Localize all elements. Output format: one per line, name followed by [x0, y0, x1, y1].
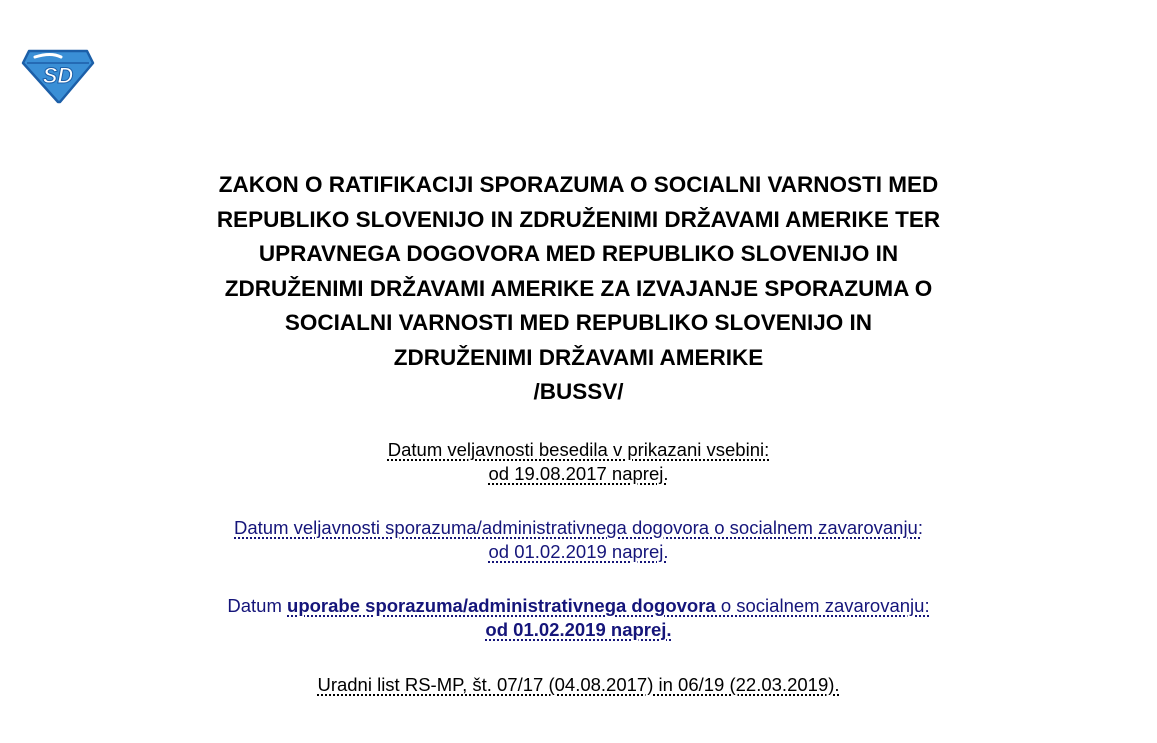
title-line: UPRAVNEGA DOGOVORA MED REPUBLIKO SLOVENIJO IN — [258, 241, 899, 266]
title-line: ZDRUŽENIMI DRŽAVAMI AMERIKE — [393, 344, 764, 370]
document-title — [0, 168, 1157, 410]
application-label-bold[interactable]: uporabe sporazuma/administrativnega dogovora — [287, 595, 716, 616]
agreement-validity-date[interactable]: od 01.02.2019 naprej. — [488, 541, 669, 562]
sd-shield-logo-icon — [21, 48, 95, 104]
title-line: REPUBLIKO SLOVENIJO IN ZDRUŽENIMI DRŽAVAMI AMERIKE TER — [216, 206, 941, 232]
text-validity-block — [0, 438, 1157, 486]
agreement-validity-block — [0, 516, 1157, 564]
official-gazette-reference[interactable]: Uradni list RS-MP, št. 07/17 (04.08.2017) in 06/19 (22.03.2019). — [317, 674, 840, 695]
title-line: SOCIALNI VARNOSTI MED REPUBLIKO SLOVENIJO IN — [284, 310, 873, 335]
title-abbreviation: /BUSSV/ — [533, 379, 624, 404]
title-line: ZDRUŽENIMI DRŽAVAMI AMERIKE ZA IZVAJANJE SPORAZUMA O — [224, 275, 933, 301]
application-date[interactable]: od 01.02.2019 naprej. — [485, 619, 672, 640]
application-label-suffix[interactable]: o socialnem zavarovanju: — [715, 595, 930, 616]
agreement-application-block — [0, 594, 1157, 642]
title-line: ZAKON O RATIFIKACIJI SPORAZUMA O SOCIALNI VARNOSTI MED — [218, 172, 939, 197]
official-gazette-block — [0, 673, 1157, 697]
agreement-validity-label[interactable]: Datum veljavnosti sporazuma/administrativnega dogovora o socialnem zavarovanju: — [234, 517, 923, 538]
text-validity-date[interactable]: od 19.08.2017 naprej. — [488, 463, 669, 484]
sd-logo — [21, 48, 95, 104]
logo-text: SD — [42, 63, 74, 88]
text-validity-label[interactable]: Datum veljavnosti besedila v prikazani vsebini: — [387, 439, 770, 460]
application-label-prefix: Datum — [227, 595, 288, 616]
